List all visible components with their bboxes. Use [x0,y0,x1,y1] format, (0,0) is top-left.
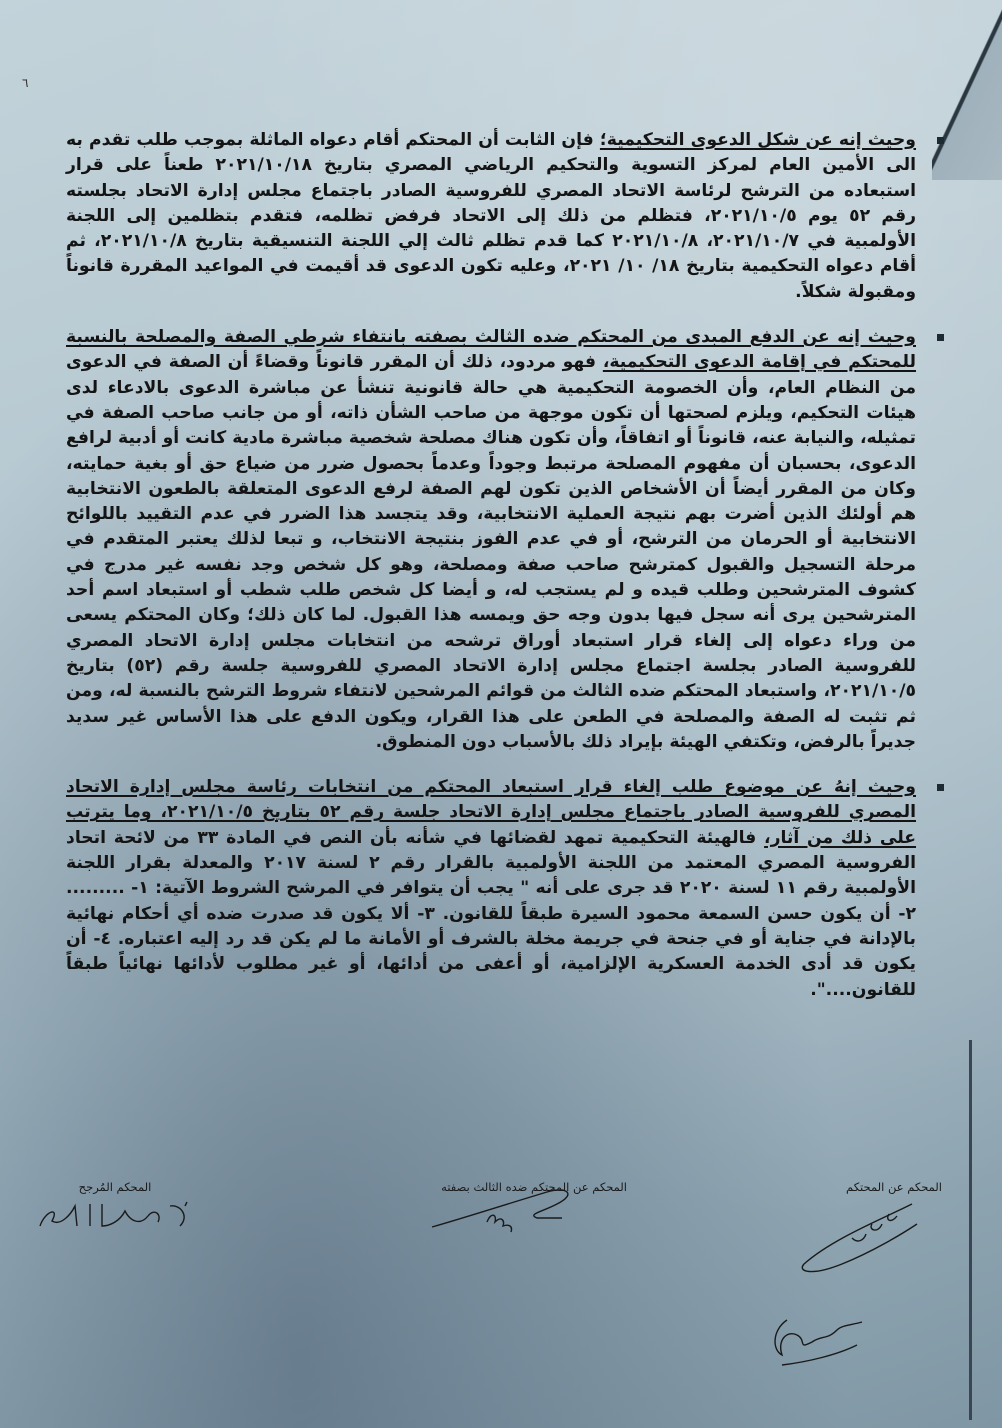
page-corner-shadow [932,0,1002,180]
handwritten-signature-icon [427,1182,587,1242]
handwritten-signature-icon [767,1310,877,1370]
paragraph-text: فإن الثابت أن المحتكم أقام دعواه الماثلة بموجب طلب تقدم به الى الأمين العام لمركز التسوية والتحكيم الرياضي المصري بتاريخ ٢٠٢١/١٠/١٨ طعناً على قرار استبعاده من الترشح لرئاسة الاتحاد المصري للفروسية الصادر باجتماع مجلس إدارة الاتحاد بجلسته رقم ٥٢ يوم ٢٠٢١/١٠/٥، فتظلم من ذلك إلى الاتحاد فرفض تظلمه، فتقدم بتظلمين إلى اللجنة الأولمبية في ٢٠٢١/١٠/٧، ٢٠٢١/١٠/٨ كما قدم تظلم ثالث إلي اللجنة التنسيقية بتاريخ ٢٠٢١/١٠/٨، ثم أقام دعواه التحكيمية بتاريخ ١٨/ ١٠/ ٢٠٢١، وعليه تكون الدعوى قد أقيمت في المواعيد المقررة قانوناً ومقبولة شكلاً. [66,130,917,302]
signature-label: المحكم عن المحتكم ضده الثالث بصفته [441,1180,627,1194]
signature-additional [767,1310,877,1370]
bullet-square-icon [937,334,944,341]
signature-label: المحكم المُرجح [78,1180,152,1194]
bullet-square-icon [937,784,944,791]
paragraph-lead: وحيث إنه عن الدفع المبدى من المحتكم ضده الثالث بصفته بانتفاء شرطي الصفة والمصلحة بالنسبة للمحتكم في إقامة الدعوى التحكيمية، [66,327,917,373]
paragraph-standing-defense [66,325,916,755]
signature-claimant-arbitrator [792,1180,942,1290]
signature-presiding-arbitrator [30,1180,200,1250]
paragraph-form-of-claim [66,128,916,305]
paragraph-merits [66,775,916,1003]
signature-label: المحكم عن المحتكم [846,1180,942,1194]
paragraph-lead: وحيث إنهُ عن موضوع طلب إلغاء قرار استبعاد المحتكم من انتخابات رئاسة مجلس إدارة الاتحاد المصري للفروسية الصادر باجتماع مجلس إدارة الاتحاد جلسة رقم ٥٢ بتاريخ ٢٠٢١/١٠/٥، وما يترتب على ذلك من آثار، [66,777,917,848]
page-number: ٦ [22,76,29,90]
signature-block [0,1180,1002,1420]
paragraph-lead: وحيث إنه عن شكل الدعوى التحكيمية؛ [599,130,916,150]
paragraph-text: فهو مردود، ذلك أن المقرر قانوناً وقضاءً أن الصفة في الدعوى من النظام العام، وأن الخصومة التحكيمية هي حالة قانونية تنشأ عن مباشرة الدعوى بالادعاء لدى هيئات التحكيم، ويلزم لصحتها أن تكون موجهة من صاحب الشأن ذاته، أو من جانب صاحب الصفة في تمثيله، والنيابة عنه، قانوناً أو اتفاقاً، وأن تكون هناك مصلحة شخصية مباشرة مادية كانت أو أدبية لرافع الدعوى، بحسبان أن مفهوم المصلحة مرتبط وجوداً وعدماً بحصول ضرر من ضياع حق أو بغية حمايته، وكان من المقرر أيضاً أن الأشخاص الذين تكون لهم الصفة لرفع الدعوى المتعلقة بالطعون الانتخابية هم أولئك الذين أضرت بهم نتيجة العملية الانتخابية، وقد يتجسد هذا الضرر في عدم التقييد باللوائح الانتخابية أو الحرمان من الترشح، أو في عدم الفوز بنتيجة الانتخاب، و تبعا لذلك يعتبر المتقدم في مرحلة التسجيل والقبول كمترشح صاحب صفة ومصلحة، وهو كل شخص وجد نفسه غير مدرج في كشوف المترشحين وطلب قيده و لم يستجب له، و أيضا كل شخص طلب شطب أو استبعاد اسم أحد المترشحين يرى أنه سجل فيها بدون وجه حق ويمسه هذا القبول. لما كان ذلك؛ وكان المحتكم يسعى من وراء دعواه إلى إلغاء قرار استبعاد أوراق ترشحه من انتخابات مجلس إدارة الاتحاد المصري للفروسية الصادر بجلسة اجتماع مجلس إدارة الاتحاد المصري للفروسية جلسة رقم (٥٢) بتاريخ ٢٠٢١/١٠/٥، واستبعاد المحتكم ضده الثالث من قوائم المرشحين لانتفاء شروط الترشح بالنسبة له، ومن ثم تثبت له الصفة والمصلحة في الطعن على هذا القرار، ويكون الدفع على هذا الأساس غير سديد جديراً بالرفض، وتكتفي الهيئة بإيراد ذلك بالأسباب دون المنطوق. [66,352,916,752]
bullet-square-icon [937,137,944,144]
paragraph-text: فالهيئة التحكيمية تمهد لقضائها في شأنه بأن النص في المادة ٣٣ من لائحة اتحاد الفروسية المصري المعتمد من اللجنة الأولمبية بالقرار رقم ٢ لسنة ٢٠١٧ والمعدلة بقرار اللجنة الأولمبية رقم ١١ لسنة ٢٠٢٠ قد جرى على أنه " يجب أن يتوافر في المرشح الشروط الآتية: ١- ......... ٢- أن يكون حسن السمعة محمود السيرة طبقاً للقانون. ٣- ألا يكون قد صدرت ضده أي أحكام نهائية بالإدانة في جناية أو في جنحة في جريمة مخلة بالشرف أو الأمانة ما لم يكن قد رد إليه اعتباره. ٤- أن يكون قد أدى الخدمة العسكرية الإلزامية، أو أعفى من أدائها، أو غير مطلوب لأدائها نهائياً طبقاً للقانون....". [66,827,917,1000]
document-body [66,128,916,1023]
handwritten-signature-icon [30,1196,200,1241]
handwritten-signature-icon [792,1194,942,1284]
signature-respondent-arbitrator [387,1180,627,1250]
